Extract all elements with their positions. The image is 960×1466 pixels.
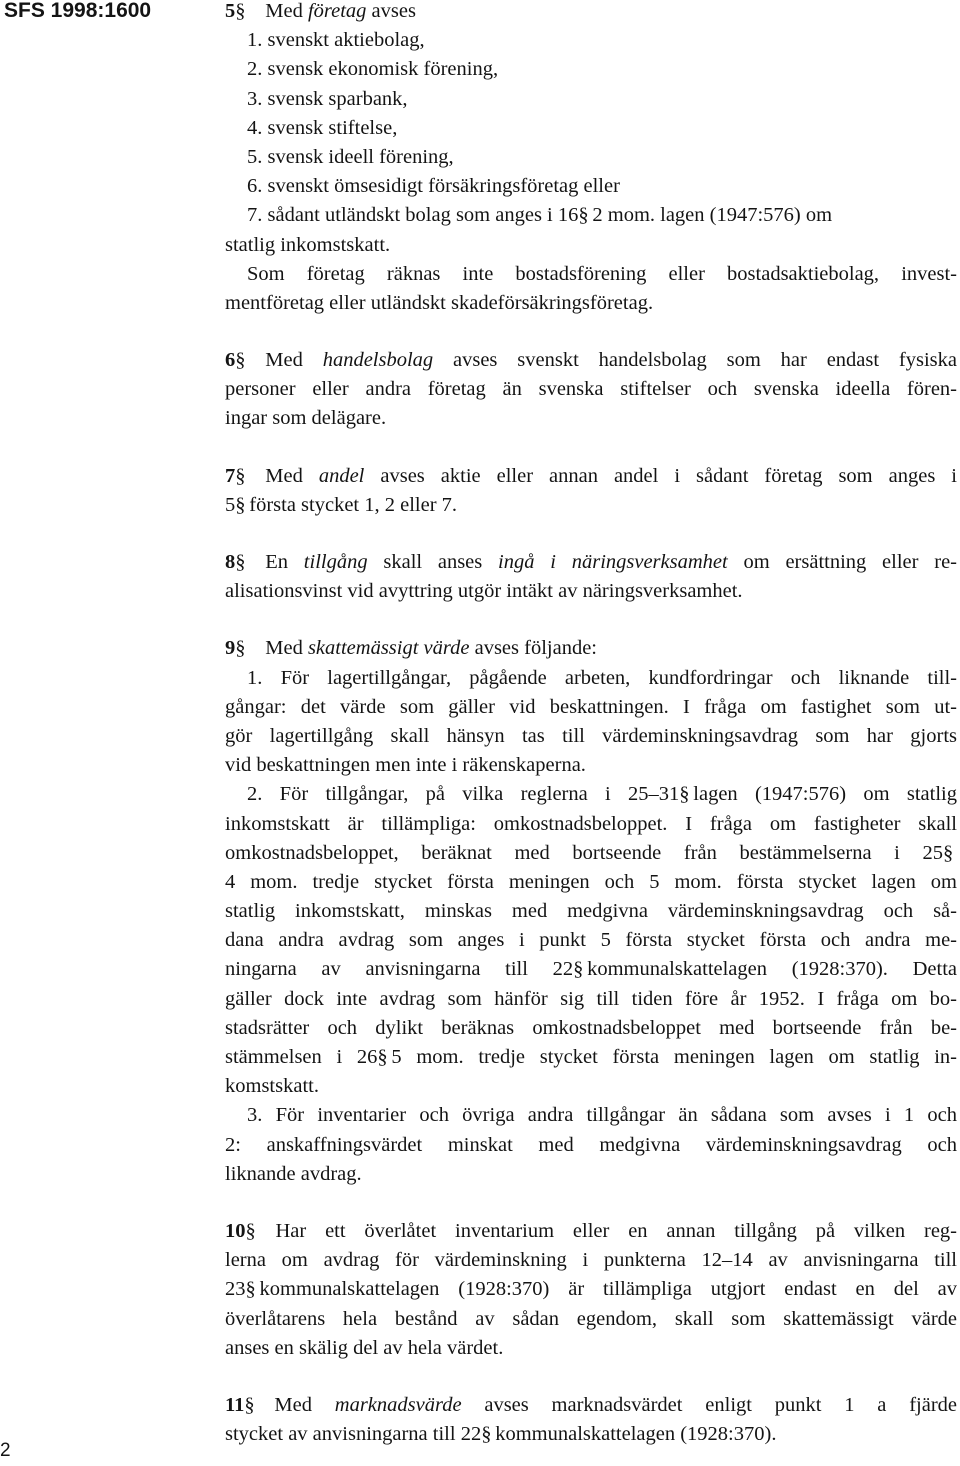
- text-line: gäller dock inte avdrag som hänför sig till tiden före år 1952. I fråga om bo-: [225, 987, 957, 1010]
- sfs-number: SFS 1998:1600: [4, 0, 152, 22]
- section-10-heading: 10§ Har ett överlåtet inventarium eller en annan tillgång på vilken reg-: [225, 1217, 957, 1246]
- section-number: 10: [225, 1219, 246, 1242]
- text-line: komstskatt.: [225, 1075, 319, 1098]
- list-item: 4. svensk stiftelse,: [247, 116, 398, 139]
- list-item: 7. sådant utländskt bolag som anges i 16§ 2 mom. lagen (1947:576) om: [247, 201, 957, 230]
- section-11: [225, 1391, 957, 1449]
- section-sign: §: [245, 1278, 256, 1301]
- paragraph-line: 3. För inventarier och övriga andra tillgångar än sådana som avses i 1 och: [247, 1104, 957, 1127]
- text-line: omkostnadsbeloppet, beräknat med bortseende från bestämmelserna i 25§: [225, 839, 957, 868]
- text-line: ingar som delägare.: [225, 407, 387, 430]
- section-number: 11: [225, 1393, 245, 1416]
- section-number: 5: [225, 0, 236, 22]
- section-7-heading: 7§ Med andel avses aktie eller annan andel i sådant företag som anges i: [225, 462, 957, 491]
- section-sign: §: [245, 1219, 256, 1242]
- defined-term: ingå i näringsverksamhet: [498, 551, 728, 573]
- text-line: 2: anskaffningsvärdet minskat med medgivna värdeminskningsavdrag och: [225, 1133, 957, 1156]
- section-number: 7: [225, 464, 236, 487]
- section-5-heading: 5§ Med företag avses: [225, 0, 957, 26]
- paragraph-line: 1. För lagertillgångar, pågående arbeten, kundfordringar och liknande till-: [247, 666, 957, 689]
- defined-term: handelsbolag: [322, 349, 434, 372]
- section-number: 6: [225, 349, 236, 372]
- text-line: stycket av anvisningarna till 22§ kommunalskattelagen (1928:370).: [225, 1420, 957, 1449]
- list-item: 1. svenskt aktiebolag,: [247, 29, 425, 52]
- section-sign: §: [235, 637, 246, 660]
- section-sign: §: [235, 0, 246, 22]
- section-sign: §: [679, 783, 690, 806]
- text-line: statlig inkomstskatt, minskas med medgivna värdeminskningsavdrag och så-: [225, 900, 957, 923]
- defined-term: andel: [318, 464, 365, 487]
- section-sign: §: [943, 841, 954, 864]
- section-7: [225, 462, 957, 520]
- section-sign: §: [244, 1393, 255, 1416]
- statute-text: [225, 0, 957, 1449]
- list-item: 2. svensk ekonomisk förening,: [247, 58, 499, 81]
- list-item: 6. svenskt ömsesidigt försäkringsföretag eller: [247, 175, 620, 198]
- section-8: [225, 548, 957, 606]
- section-sign: §: [578, 204, 589, 227]
- list-item: 5. svensk ideell förening,: [247, 145, 454, 168]
- section-sign: §: [377, 1046, 388, 1068]
- text-line: alisationsvinst vid avyttring utgör intäkt av näringsverksamhet.: [225, 580, 743, 603]
- text-line: anses en skälig del av hela värdet.: [225, 1336, 504, 1359]
- text-line: vid beskattningen men inte i räkenskaperna.: [225, 754, 586, 777]
- section-8-heading: 8§ En tillgång skall anses ingå i näringsverksamhet om ersättning eller re-: [225, 548, 957, 577]
- section-sign: §: [235, 551, 246, 573]
- text-line: dana andra avdrag som anges i punkt 5 första stycket första och andra me-: [225, 929, 957, 952]
- list-item: 3. svensk sparbank,: [247, 87, 408, 110]
- text-line: personer eller andra företag än svenska stiftelser och svenska ideella fören-: [225, 378, 957, 401]
- text-line: 5§ första stycket 1, 2 eller 7.: [225, 491, 957, 520]
- text-line: stadsrätter och dylikt beräknas omkostnadsbeloppet med bortseende från be-: [225, 1016, 957, 1039]
- section-5: [225, 0, 957, 318]
- text-line: ningarna av anvisningarna till 22§ kommunalskattelagen (1928:370). Detta: [225, 955, 957, 984]
- defined-term: skattemässigt värde: [307, 637, 470, 660]
- text-line: stämmelsen i 26§ 5 mom. tredje stycket första meningen lagen om statlig in-: [225, 1043, 957, 1072]
- text-line: gångar: det värde som gäller vid beskattningen. I fråga om fastighet som ut-: [225, 695, 957, 718]
- section-6-heading: 6§ Med handelsbolag avses svenskt handelsbolag som har endast fysiska: [225, 346, 957, 375]
- section-number: 9: [225, 637, 236, 660]
- section-sign: §: [235, 349, 246, 372]
- paragraph-line: 2. För tillgångar, på vilka reglerna i 25–31§ lagen (1947:576) om statlig: [247, 780, 957, 809]
- paragraph-line: mentföretag eller utländskt skadeförsäkringsföretag.: [225, 291, 654, 314]
- section-9-heading: 9§ Med skattemässigt värde avses följande:: [225, 634, 957, 663]
- section-6: [225, 346, 957, 434]
- text-line: överlåtarens hela bestånd av sådan egendom, skall som skattemässigt värde: [225, 1307, 957, 1330]
- text-line: liknande avdrag.: [225, 1162, 362, 1185]
- defined-term: tillgång: [303, 551, 368, 573]
- section-9: [225, 634, 957, 1189]
- text-line: lerna om avdrag för värdeminskning i punkterna 12–14 av anvisningarna till: [225, 1249, 957, 1272]
- text-line: inkomstskatt är tillämpliga: omkostnadsbeloppet. I fråga om fastigheter skall: [225, 812, 957, 835]
- defined-term: marknadsvärde: [334, 1393, 462, 1416]
- text-line: statlig inkomstskatt.: [225, 233, 391, 256]
- section-sign: §: [481, 1423, 492, 1446]
- page-number: 2: [0, 1440, 11, 1461]
- section-sign: §: [235, 464, 246, 487]
- paragraph-line: Som företag räknas inte bostadsförening eller bostadsaktiebolag, invest-: [247, 262, 957, 285]
- section-sign: §: [235, 493, 246, 516]
- section-sign: §: [573, 958, 584, 981]
- section-number: 8: [225, 551, 236, 573]
- text-line: gör lagertillgång skall hänsyn tas till värdeminskningsavdrag som har gjorts: [225, 724, 957, 747]
- defined-term: företag: [307, 0, 367, 22]
- section-10: [225, 1217, 957, 1363]
- section-11-heading: 11§ Med marknadsvärde avses marknadsvärdet enligt punkt 1 a fjärde: [225, 1391, 957, 1420]
- text-line: 4 mom. tredje stycket första meningen och 5 mom. första stycket lagen om: [225, 870, 957, 893]
- text-line: 23§ kommunalskattelagen (1928:370) är tillämpliga utgjort endast en del av: [225, 1275, 957, 1304]
